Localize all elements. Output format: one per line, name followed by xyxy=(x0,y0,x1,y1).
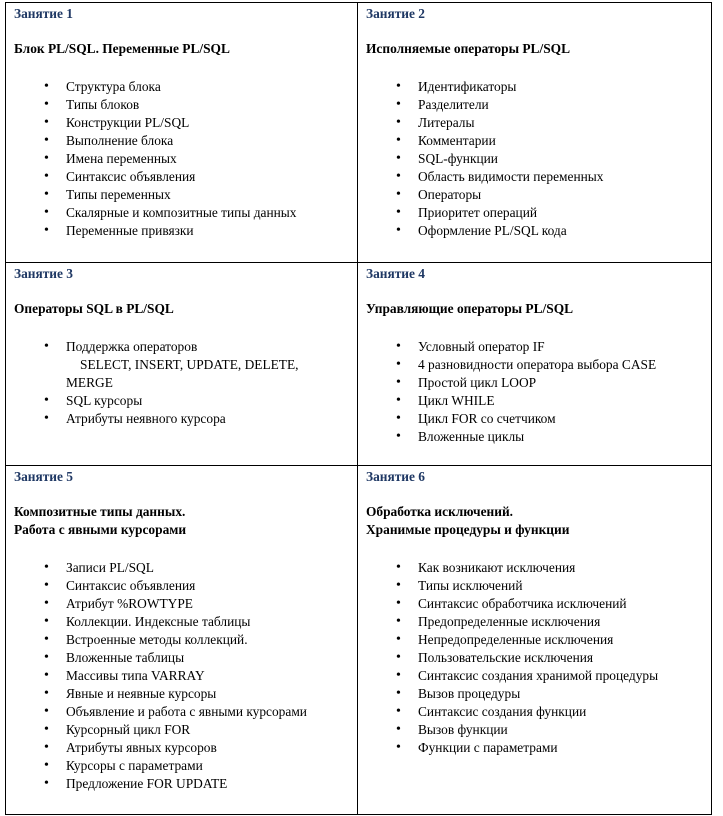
topic-item: • Структура блока xyxy=(66,78,357,96)
topic-item: • Синтаксис обработчика исключений xyxy=(418,595,711,613)
topic-item: • Объявление и работа с явными курсорами xyxy=(66,703,357,721)
topic-item-line: SELECT, INSERT, UPDATE, DELETE, xyxy=(80,357,299,372)
lesson-title-line: Работа с явными курсорами xyxy=(14,522,187,537)
topic-item: • SQL курсоры xyxy=(66,392,357,410)
topic-item: • Пользовательские исключения xyxy=(418,649,711,667)
topic-item: • Явные и неявные курсоры xyxy=(66,685,357,703)
lesson-title-line: Обработка исключений. xyxy=(366,504,514,519)
topic-item: • Атрибуты явных курсоров xyxy=(66,739,357,757)
lesson-title-line: Композитные типы данных. xyxy=(14,504,186,519)
lesson-title xyxy=(14,40,357,58)
topic-item: • Разделители xyxy=(418,96,711,114)
lesson-title-line: Исполняемые операторы PL/SQL xyxy=(366,41,570,56)
topic-item: • Переменные привязки xyxy=(66,222,357,240)
lesson-title xyxy=(366,40,711,58)
topic-item: • Приоритет операций xyxy=(418,204,711,222)
topic-item: • Синтаксис создания хранимой процедуры xyxy=(418,667,711,685)
topic-list xyxy=(366,559,711,757)
topic-item-line: Поддержка операторов xyxy=(66,339,198,354)
lesson-cell-5 xyxy=(6,466,358,815)
topic-item: • Коллекции. Индексные таблицы xyxy=(66,613,357,631)
lesson-cell-4 xyxy=(358,263,712,466)
topic-item: • Комментарии xyxy=(418,132,711,150)
topic-list xyxy=(366,338,711,446)
course-outline-table xyxy=(5,2,712,815)
table-row xyxy=(6,466,712,815)
lesson-cell-2 xyxy=(358,3,712,263)
lesson-title xyxy=(366,503,711,539)
topic-item: • Оформление PL/SQL кода xyxy=(418,222,711,240)
table-row xyxy=(6,3,712,263)
topic-list xyxy=(14,338,357,428)
topic-item: • Курсоры с параметрами xyxy=(66,757,357,775)
lesson-cell-3 xyxy=(6,263,358,466)
lesson-title xyxy=(366,300,711,318)
topic-item: • Предложение FOR UPDATE xyxy=(66,775,357,793)
lesson-number: Занятие 6 xyxy=(366,469,426,484)
topic-item: • Синтаксис объявления xyxy=(66,168,357,186)
topic-item: • Типы переменных xyxy=(66,186,357,204)
topic-item: • Курсорный цикл FOR xyxy=(66,721,357,739)
topic-item: • Синтаксис создания функции xyxy=(418,703,711,721)
lesson-number: Занятие 2 xyxy=(366,6,426,21)
topic-list xyxy=(14,559,357,793)
topic-item: • Имена переменных xyxy=(66,150,357,168)
topic-item: • Массивы типа VARRAY xyxy=(66,667,357,685)
topic-item: • Непредопределенные исключения xyxy=(418,631,711,649)
topic-list xyxy=(14,78,357,240)
topic-item: • Вложенные таблицы xyxy=(66,649,357,667)
topic-item-line: MERGE xyxy=(66,375,113,390)
topic-item: • Вызов процедуры xyxy=(418,685,711,703)
topic-item: • Функции с параметрами xyxy=(418,739,711,757)
topic-item: • Конструкции PL/SQL xyxy=(66,114,357,132)
topic-item: • Скалярные и композитные типы данных xyxy=(66,204,357,222)
topic-item: • Область видимости переменных xyxy=(418,168,711,186)
topic-item xyxy=(66,338,357,392)
topic-item: • Записи PL/SQL xyxy=(66,559,357,577)
lesson-number: Занятие 3 xyxy=(14,266,74,281)
topic-item: • Цикл FOR со счетчиком xyxy=(418,410,711,428)
lesson-cell-6 xyxy=(358,466,712,815)
topic-item: • Литералы xyxy=(418,114,711,132)
table-row xyxy=(6,263,712,466)
lesson-number: Занятие 1 xyxy=(14,6,74,21)
topic-item: • SQL-функции xyxy=(418,150,711,168)
lesson-title-line: Блок PL/SQL. Переменные PL/SQL xyxy=(14,41,230,56)
lesson-title-line: Управляющие операторы PL/SQL xyxy=(366,301,574,316)
topic-item: • Синтаксис объявления xyxy=(66,577,357,595)
lesson-cell-1 xyxy=(6,3,358,263)
topic-item: • Условный оператор IF xyxy=(418,338,711,356)
topic-item: • Встроенные методы коллекций. xyxy=(66,631,357,649)
lesson-number: Занятие 4 xyxy=(366,266,426,281)
topic-item: • Выполнение блока xyxy=(66,132,357,150)
topic-item: • Атрибуты неявного курсора xyxy=(66,410,357,428)
topic-item: • Операторы xyxy=(418,186,711,204)
topic-item: • Цикл WHILE xyxy=(418,392,711,410)
topic-item: • Как возникают исключения xyxy=(418,559,711,577)
lesson-title xyxy=(14,503,357,539)
lesson-number: Занятие 5 xyxy=(14,469,74,484)
topic-item: • Типы блоков xyxy=(66,96,357,114)
lesson-title-line: Хранимые процедуры и функции xyxy=(366,522,570,537)
topic-item: • Предопределенные исключения xyxy=(418,613,711,631)
lesson-title-line: Операторы SQL в PL/SQL xyxy=(14,301,174,316)
topic-item: • Типы исключений xyxy=(418,577,711,595)
topic-list xyxy=(366,78,711,240)
lesson-title xyxy=(14,300,357,318)
topic-item: • Идентификаторы xyxy=(418,78,711,96)
topic-item: • Простой цикл LOOP xyxy=(418,374,711,392)
topic-item: • 4 разновидности оператора выбора CASE xyxy=(418,356,711,374)
topic-item: • Вложенные циклы xyxy=(418,428,711,446)
topic-item: • Вызов функции xyxy=(418,721,711,739)
topic-item: • Атрибут %ROWTYPE xyxy=(66,595,357,613)
